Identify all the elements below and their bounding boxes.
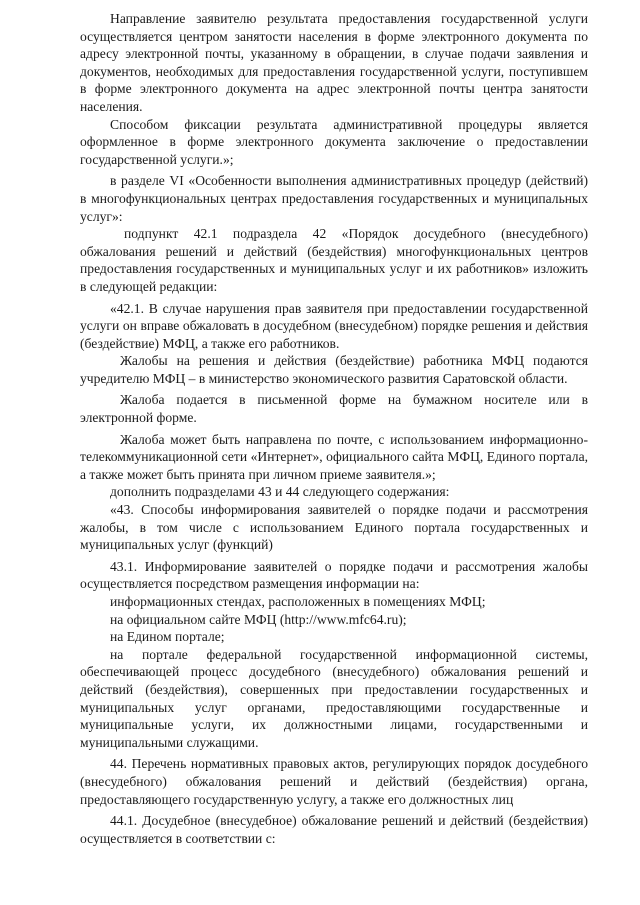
paragraph-43-1: 43.1. Информирование заявителей о порядке подачи и рассмотрения жалобы осуществляется посредством размещения информации на: (80, 558, 588, 592)
paragraph-fixation-method: Способом фиксации результата административной процедуры является оформленное в форме электронного документа заключение о предоставлении государственной услуги.»; (80, 116, 588, 167)
paragraph-complaint-form: Жалоба подается в письменной форме на бумажном носителе или в электронной форме. (80, 392, 588, 426)
list-item-stands: информационных стендах, расположенных в помещениях МФЦ; (110, 594, 486, 609)
document-body (80, 10, 588, 847)
heading-43: «43. Способы информирования заявителей о порядке подачи и рассмотрения жалобы, в том числе с использованием Единого портала государственных и муниципальных услуг (функций) (80, 502, 588, 553)
list-item-official-site: на официальном сайте МФЦ (http://www.mfc64.ru); (110, 611, 407, 627)
heading-44: 44. Перечень нормативных правовых актов, регулирующих порядок досудебного (внесудебного) обжалования решений и действий (бездействия) органа, предоставляющего государственную услугу, а также его должностных лиц (80, 756, 588, 807)
paragraph-42-1: «42.1. В случае нарушения прав заявителя при предоставлении государственной услуги он вправе обжаловать в досудебном (внесудебном) порядке решения и действия (бездействие) МФЦ, а также его работников. (80, 300, 588, 351)
list-item-federal-portal: на портале федеральной государственной информационной системы, обеспечивающей процесс досудебного (внесудебного) обжалования решений и действий (бездействия), совершенных при предоставлении государственных и муниципальных услуг органами, предоставляющими государственные и муниципальные услуги, их должностными лицами, государственными и муниципальными служащими. (80, 646, 588, 750)
paragraph-add-subsections: дополнить подразделами 43 и 44 следующего содержания: (110, 484, 450, 500)
paragraph-44-1: 44.1. Досудебное (внесудебное) обжалование решений и действий (бездействия) осуществляется в соответствии с: (80, 813, 588, 846)
paragraph-complaint-channels: Жалоба может быть направлена по почте, с использованием информационно-телекоммуникационной сети «Интернет», официального сайта МФЦ, Единого портала, а также может быть принята при личном приеме заявителя.»; (80, 431, 588, 482)
paragraph-section-vi: в разделе VI «Особенности выполнения административных процедур (действий) в многофункциональных центрах предоставления государственных и муниципальных услуг»: (80, 173, 588, 224)
paragraph-subpoint-42-1: подпункт 42.1 подраздела 42 «Порядок досудебного (внесудебного) обжалования решений и действий (бездействия) многофункциональных центров предоставления государственных и муниципальных услуг и их работников» изложить в следующей редакции: (80, 226, 588, 294)
list-item-unified-portal: на Едином портале; (110, 629, 225, 645)
paragraph-result-delivery: Направление заявителю результата предоставления государственной услуги осуществляется центром занятости населения в форме электронного документа по адресу электронной почты, указанному в обращении, в случае подачи заявления и документов, необходимых для предоставления государственной услуги, поступившем в форме электронного документа на адрес электронной почты центра занятости населения. (80, 11, 588, 114)
paragraph-complaints-founder: Жалобы на решения и действия (бездействие) работника МФЦ подаются учредителю МФЦ – в министерство экономического развития Саратовской области. (80, 353, 588, 386)
